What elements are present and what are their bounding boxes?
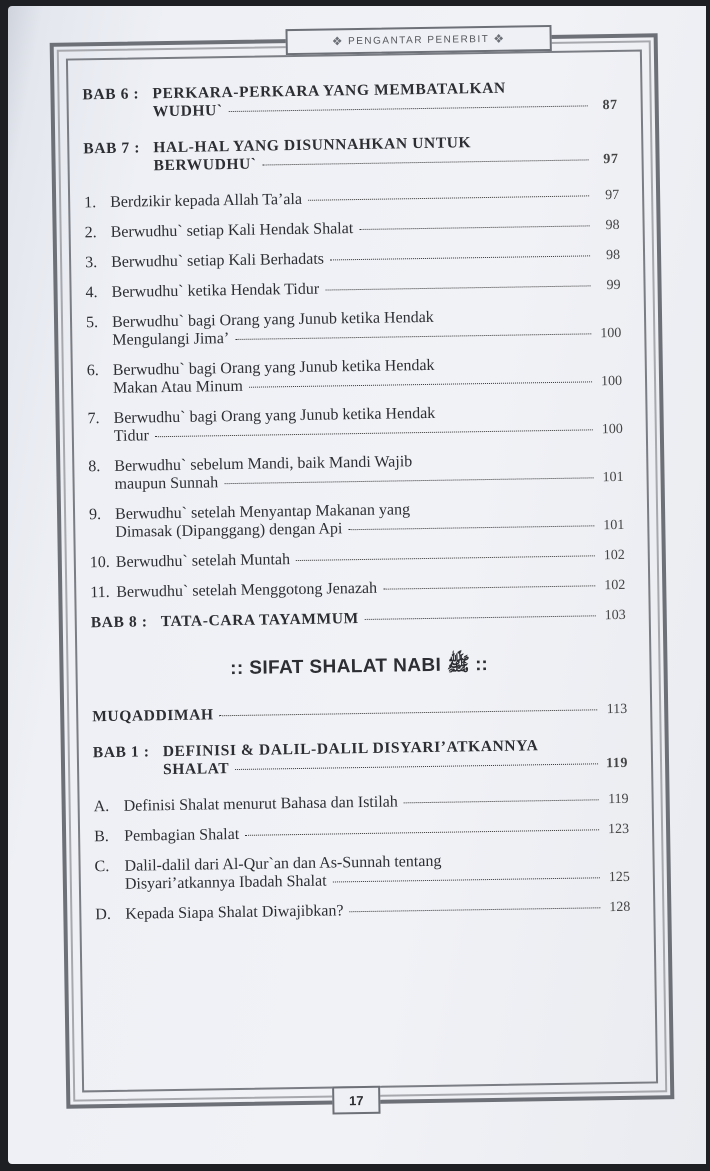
toc-text: Kepada Siapa Shalat Diwajibkan?: [125, 902, 344, 923]
toc-text: Berwudhu` setelah Menggotong Jenazah: [116, 579, 378, 601]
toc-label: [84, 191, 302, 212]
toc-page-number: 100: [600, 373, 623, 390]
toc-entry: [87, 402, 622, 446]
running-header: [285, 25, 551, 55]
toc-entry: [87, 354, 622, 398]
toc-entry: [83, 132, 618, 176]
toc-text: Berwudhu` setelah Muntah: [115, 551, 291, 571]
dot-leader: [330, 255, 590, 260]
toc-page-number: 101: [603, 517, 625, 534]
toc-number: 9.: [88, 506, 102, 524]
toc-label: [95, 902, 343, 924]
toc-entry: [84, 186, 619, 212]
toc-entry: [85, 246, 620, 272]
toc-number: 11.: [90, 583, 110, 602]
toc-text: Berwudhu` setelah Menyantap Makanan yang: [114, 501, 411, 523]
toc-text: DEFINISI & DALIL-DALIL DISYARI’ATKANNYA: [162, 737, 539, 761]
toc-entry: [94, 820, 629, 846]
toc-label: [90, 551, 290, 572]
toc-number: 7.: [87, 410, 100, 428]
toc-text: Berwudhu` bagi Orang yang Junub ketika Hendak: [113, 404, 436, 427]
toc-text: Definisi Shalat menurut Bahasa dan Istilah: [123, 793, 398, 815]
dot-leader: [404, 799, 599, 803]
toc-page-number: 97: [603, 151, 619, 168]
toc-entry: [90, 576, 625, 602]
toc-number: 8.: [88, 458, 101, 476]
dot-leader: [333, 877, 600, 882]
toc-entry: [82, 78, 617, 122]
toc-entry: [85, 216, 620, 242]
toc-number: C.: [94, 858, 110, 876]
toc-line: [94, 820, 629, 846]
toc-text: Makan Atau Minum: [112, 377, 243, 397]
toc-page-number: 102: [604, 577, 626, 594]
toc-text: SHALAT: [162, 760, 230, 779]
toc-page-number: 103: [604, 607, 626, 624]
toc-page-number: 128: [609, 899, 631, 916]
toc-text: Berwudhu` sebelum Mandi, baik Mandi Wajib: [114, 453, 413, 475]
toc-page-number: 100: [600, 325, 622, 342]
dot-leader: [365, 615, 596, 620]
toc-text: BERWUDHU`: [153, 155, 257, 175]
toc-page-number: 99: [606, 277, 621, 294]
toc-entry: [86, 306, 621, 350]
toc-text: Pembagian Shalat: [124, 825, 240, 845]
toc-number: 1.: [84, 194, 97, 212]
toc-text: Dimasak (Dipanggang) dengan Api: [115, 520, 343, 541]
toc-entry: [89, 498, 624, 542]
toc-text: Disyari’atkannya Ibadah Shalat: [124, 872, 327, 893]
toc-label: [85, 281, 319, 303]
table-of-contents: [82, 78, 630, 936]
toc-page-number: 87: [602, 97, 618, 114]
toc-number: BAB 8 :: [90, 613, 148, 632]
toc-text: maupun Sunnah: [114, 474, 219, 493]
toc-text: WUDHU`: [152, 102, 223, 121]
running-title: PENGANTAR PENERBIT: [347, 33, 490, 47]
toc-part-2: [92, 700, 630, 924]
toc-number: BAB 6 :: [82, 85, 140, 104]
toc-number: BAB 1 :: [92, 743, 150, 762]
toc-entry: [93, 736, 628, 780]
dot-leader: [325, 285, 590, 290]
toc-entry: [92, 700, 627, 726]
toc-text: Dalil-dalil dari Al-Qur`an dan As-Sunnah tentang: [124, 852, 442, 875]
dot-leader: [263, 159, 589, 165]
toc-line: [92, 700, 627, 726]
toc-label: [91, 610, 359, 632]
toc-page-number: 113: [606, 701, 628, 718]
toc-page-number: 98: [605, 217, 620, 234]
dot-leader: [308, 195, 589, 200]
dot-leader: [359, 225, 589, 230]
toc-text: Berdzikir kepada Allah Ta’ala: [110, 190, 303, 211]
dot-leader: [249, 381, 592, 387]
toc-line: [95, 898, 630, 924]
toc-page-number: 98: [605, 247, 621, 264]
toc-entry: [91, 606, 626, 632]
dot-leader: [220, 709, 598, 716]
toc-line: [85, 216, 620, 242]
toc-number: A.: [93, 798, 110, 816]
dot-leader: [245, 829, 599, 836]
toc-page-number: 102: [603, 547, 625, 564]
dot-leader: [229, 105, 588, 112]
toc-line: [85, 246, 620, 272]
ornament-right-icon: ❖: [493, 31, 506, 46]
toc-number: 6.: [86, 362, 99, 380]
toc-page-number: 97: [605, 187, 620, 204]
dot-leader: [235, 763, 598, 770]
dot-leader: [224, 477, 593, 484]
toc-line: [90, 546, 625, 572]
toc-text: Berwudhu` setiap Kali Hendak Shalat: [110, 220, 354, 241]
toc-page-number: 119: [605, 755, 629, 772]
toc-text: PERKARA-PERKARA YANG MEMBATALKAN: [152, 79, 506, 103]
toc-page-number: 100: [601, 421, 623, 438]
toc-number: 2.: [84, 224, 97, 242]
toc-entry: [95, 898, 630, 924]
dot-leader: [349, 907, 600, 912]
toc-line: [85, 276, 620, 302]
toc-number: B.: [94, 828, 109, 846]
ornamental-frame: [50, 33, 675, 1108]
toc-number: BAB 7 :: [83, 139, 141, 158]
toc-text: Berwudhu` ketika Hendak Tidur: [111, 280, 320, 301]
toc-line: [90, 576, 625, 602]
toc-text: Mengulangi Jima’: [112, 330, 230, 349]
toc-text: Berwudhu` bagi Orang yang Junub ketika Hendak: [112, 356, 435, 379]
toc-text: Tidur: [113, 427, 149, 445]
ornament-left-icon: ❖: [331, 34, 345, 49]
toc-entry: [94, 790, 629, 816]
toc-page-number: 101: [602, 469, 624, 486]
book-page: [8, 6, 706, 1164]
toc-page-number: 123: [607, 821, 630, 838]
toc-page-number: 125: [608, 869, 630, 886]
toc-line: [94, 790, 629, 816]
toc-label: [85, 251, 324, 273]
dot-leader: [383, 585, 595, 589]
toc-text: HAL-HAL YANG DISUNNAHKAN UNTUK: [153, 134, 472, 157]
toc-label: [90, 580, 377, 603]
toc-text: Berwudhu` setiap Kali Berhadats: [110, 250, 325, 271]
toc-number: 5.: [85, 314, 99, 332]
toc-number: D.: [95, 905, 112, 924]
toc-entry: [88, 450, 623, 494]
toc-label: [92, 706, 214, 726]
toc-label: [94, 826, 239, 846]
dot-leader: [155, 429, 593, 437]
toc-line: [84, 186, 619, 212]
toc-text: Berwudhu` bagi Orang yang Junub ketika Hendak: [111, 308, 434, 331]
section-title: :: SIFAT SHALAT NABI ﷺ ::: [230, 654, 488, 680]
toc-page-number: 119: [608, 791, 629, 808]
page-number: 17: [332, 1086, 380, 1115]
toc-entry: [90, 546, 625, 572]
toc-entry: [85, 276, 620, 302]
toc-text: MUQADDIMAH: [92, 706, 214, 726]
toc-entry: [94, 850, 629, 894]
toc-line: [91, 606, 626, 632]
toc-number: 10.: [89, 553, 110, 572]
toc-part-1: [82, 78, 626, 632]
dot-leader: [296, 555, 595, 561]
dot-leader: [348, 525, 594, 530]
toc-number: 3.: [84, 254, 98, 272]
toc-label: [85, 220, 354, 242]
toc-number: 4.: [85, 284, 98, 302]
dot-leader: [235, 333, 591, 340]
toc-label: [94, 793, 398, 816]
toc-text: TATA-CARA TAYAMMUM: [160, 610, 359, 631]
